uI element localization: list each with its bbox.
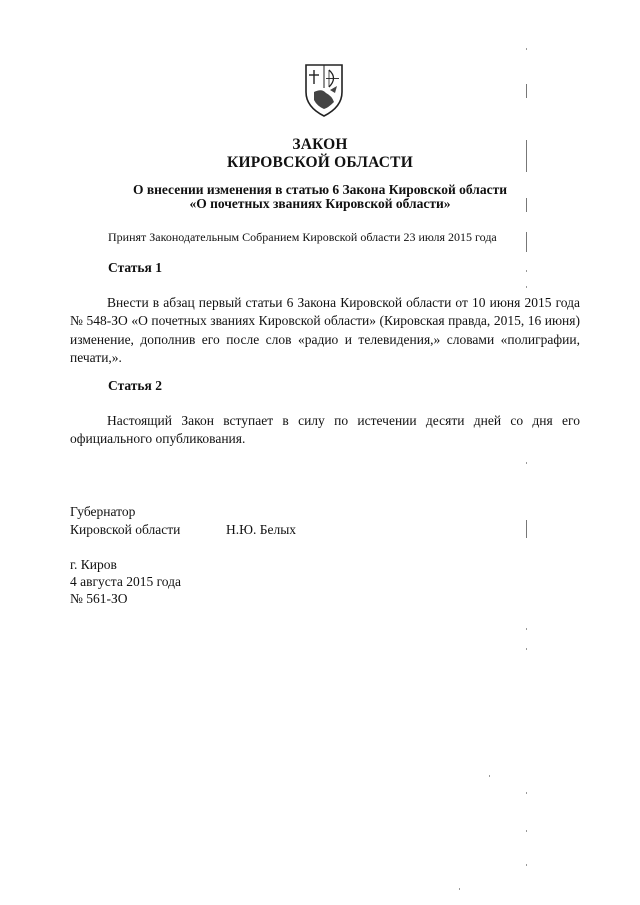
closing-city: г. Киров [70,557,117,572]
scan-speck [526,462,527,464]
scan-speck [459,888,460,890]
scan-speck [526,830,527,832]
scan-artifact [526,84,527,98]
law-subtitle-line-1: О внесении изменения в статью 6 Закона Кировской области [132,182,508,197]
coat-of-arms-icon [302,62,346,118]
scan-speck [489,775,490,777]
scan-artifact [526,198,527,212]
scan-speck [526,792,527,794]
signatory-name: Н.Ю. Белых [226,522,297,537]
signatory-position-line-2: Кировской области [70,522,181,537]
closing-number: № 561-ЗО [70,591,128,606]
article-2-text [70,412,580,449]
scan-artifact [526,232,527,252]
article-1-body: Внести в абзац первый статьи 6 Закона Кировской области от 10 июня 2015 года № 548-ЗО «О почетных званиях Кировской области» (Кировская правда, 2015, 16 июня) изменение, дополнив его после слов «радио и телевидения,» словами «полиграфии, печати,». [70,295,580,365]
scan-artifact [526,520,527,538]
scan-speck [526,648,527,650]
scan-speck [526,628,527,630]
scan-speck [526,48,527,50]
article-1-heading: Статья 1 [108,260,162,275]
article-2-body: Настоящий Закон вступает в силу по истечении десяти дней со дня его официального опубликования. [70,413,580,447]
law-title-line-2: КИРОВСКОЙ ОБЛАСТИ [227,154,413,171]
adoption-note: Принят Законодательным Собранием Кировской области 23 июля 2015 года [108,230,497,244]
closing-date: 4 августа 2015 года [70,574,181,589]
law-subtitle [60,183,580,211]
article-1-text [70,294,580,367]
law-subtitle-line-2: «О почетных званиях Кировской области» [189,196,451,211]
scan-artifact [526,140,527,172]
article-2-heading: Статья 2 [108,378,162,393]
signatory-position-line-1: Губернатор [70,504,136,519]
law-title [60,136,580,172]
law-title-line-1: ЗАКОН [292,136,348,153]
scan-speck [526,270,527,272]
scan-speck [526,286,527,288]
scan-speck [526,864,527,866]
